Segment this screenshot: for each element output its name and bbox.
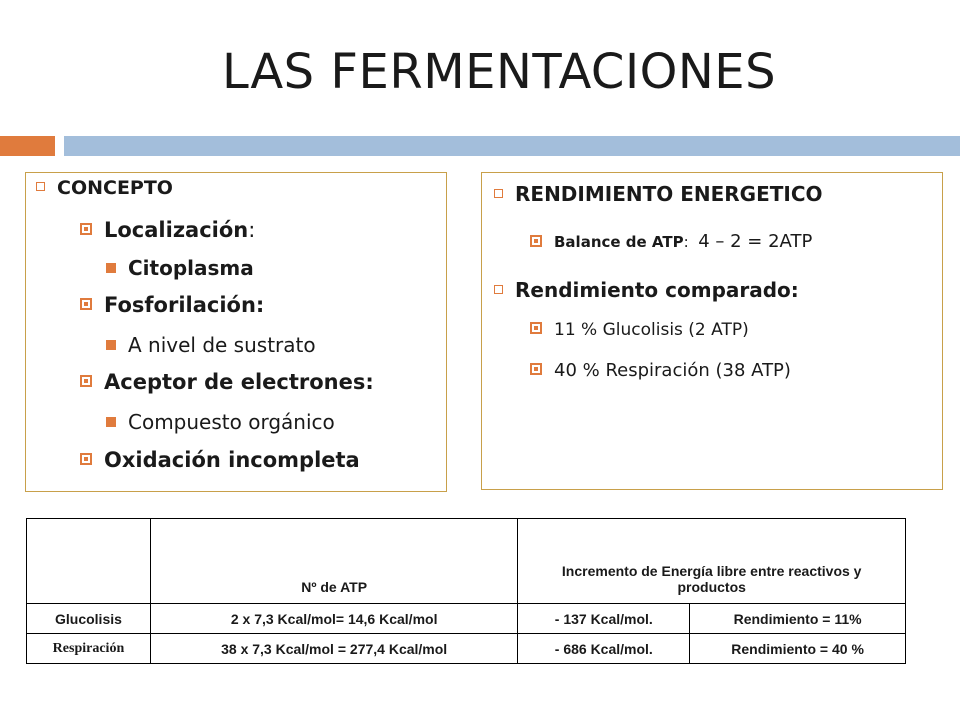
concepto-item <box>36 177 173 199</box>
localizacion-label: Localización <box>104 218 249 242</box>
header-cell-atp: Nº de ATP <box>150 519 517 604</box>
rendimiento-energetico-label: RENDIMIENTO ENERGETICO <box>515 182 823 206</box>
rendimiento-energetico-item <box>494 182 823 206</box>
respiracion-pct-item <box>530 360 791 381</box>
glucolisis-pct-item <box>530 320 749 340</box>
filled-square-bullet-icon <box>106 417 116 427</box>
filled-square-bullet-icon <box>106 263 116 273</box>
square-bullet-icon <box>80 223 92 235</box>
respiracion-pct-label: 40 % Respiración (38 ATP) <box>554 360 791 381</box>
hollow-square-bullet-icon <box>494 285 503 294</box>
square-bullet-icon <box>80 453 92 465</box>
square-bullet-icon <box>80 375 92 387</box>
square-bullet-icon <box>530 235 542 247</box>
balance-value: 4 – 2 = 2ATP <box>698 231 813 252</box>
balance-colon: : <box>683 233 689 251</box>
row-atp: 2 x 7,3 Kcal/mol= 14,6 Kcal/mol <box>150 604 517 634</box>
row-atp: 38 x 7,3 Kcal/mol = 277,4 Kcal/mol <box>150 634 517 664</box>
header-cell-empty <box>27 519 151 604</box>
row-label: Glucolisis <box>27 604 151 634</box>
concepto-label: CONCEPTO <box>57 177 173 199</box>
square-bullet-icon <box>530 322 542 334</box>
square-bullet-icon <box>80 298 92 310</box>
row-rendimiento: Rendimiento = 11% <box>690 604 906 634</box>
balance-label: Balance de ATP <box>554 233 684 251</box>
aceptor-label: Aceptor de electrones: <box>104 370 374 394</box>
nivel-sustrato-label: A nivel de sustrato <box>128 333 316 357</box>
localizacion-colon: : <box>248 218 256 242</box>
compuesto-item <box>106 410 335 434</box>
nivel-sustrato-item <box>106 333 316 357</box>
aceptor-item <box>80 370 374 394</box>
row-energia: - 137 Kcal/mol. <box>518 604 690 634</box>
compuesto-label: Compuesto orgánico <box>128 410 335 434</box>
slide-title: LAS FERMENTACIONES <box>222 44 777 100</box>
rendimiento-comparado-label: Rendimiento comparado: <box>515 278 799 302</box>
atp-comparison-table <box>26 518 906 664</box>
balance-atp-item <box>530 231 812 252</box>
row-energia: - 686 Kcal/mol. <box>518 634 690 664</box>
localizacion-item <box>80 218 255 242</box>
row-label: Respiración <box>27 634 151 664</box>
fosforilacion-item <box>80 293 264 317</box>
hollow-square-bullet-icon <box>494 189 503 198</box>
citoplasma-item <box>106 256 254 280</box>
header-cell-energia: Incremento de Energía libre entre reactivos y productos <box>518 519 906 604</box>
oxidacion-label: Oxidación incompleta <box>104 448 360 472</box>
oxidacion-item <box>80 448 360 472</box>
accent-bar-orange <box>0 136 55 156</box>
rendimiento-comparado-item <box>494 278 799 302</box>
table-row <box>27 634 906 664</box>
table-header-row <box>27 519 906 604</box>
fosforilacion-label: Fosforilación: <box>104 293 265 317</box>
square-bullet-icon <box>530 363 542 375</box>
row-rendimiento: Rendimiento = 40 % <box>690 634 906 664</box>
hollow-square-bullet-icon <box>36 182 45 191</box>
filled-square-bullet-icon <box>106 340 116 350</box>
table-row <box>27 604 906 634</box>
accent-bar-blue <box>64 136 960 156</box>
citoplasma-label: Citoplasma <box>128 256 254 280</box>
glucolisis-pct-label: 11 % Glucolisis (2 ATP) <box>554 320 749 340</box>
